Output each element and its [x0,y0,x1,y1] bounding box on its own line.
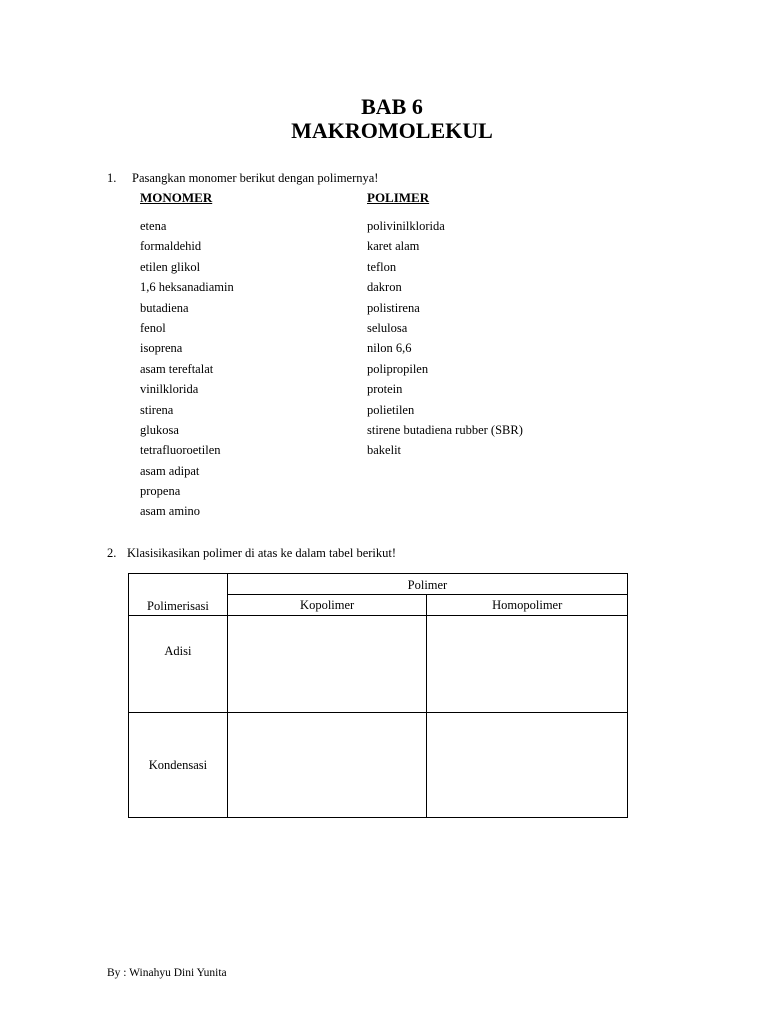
question-1-number: 1. [107,171,117,185]
homopolimer-header-cell [427,595,628,616]
monomer-item: vinilklorida [140,382,199,397]
kondensasi-label: Kondensasi [148,757,208,772]
polimer-item: stirene butadiena rubber (SBR) [367,422,523,437]
question-2-text: Klasisikasikan polimer di atas ke dalam tabel berikut! [127,546,397,560]
kondensasi-homopolimer-cell[interactable] [427,713,628,818]
monomer-item: stirena [140,402,174,417]
polimer-item: karet alam [367,239,420,254]
polimer-item: polistirena [367,300,420,315]
adisi-label: Adisi [164,644,192,658]
question-2-number: 2. [107,546,117,560]
kopolimer-header-cell [227,595,427,616]
monomer-item: asam tereftalat [140,361,214,376]
polimerisasi-header-cell [129,574,228,616]
monomer-item: asam amino [140,504,201,519]
polimer-item: nilon 6,6 [367,341,412,356]
monomer-item: glukosa [140,422,179,437]
monomer-item: isoprena [140,341,183,356]
polimer-item: protein [367,382,403,397]
monomer-item: tetrafluoroetilen [140,443,221,458]
monomer-item: butadiena [140,300,189,315]
topic-title: MAKROMOLEKUL [291,118,493,143]
polimer-item: selulosa [367,320,408,335]
monomer-item: propena [140,484,181,499]
polimer-item: teflon [367,259,397,274]
kondensasi-row-label [129,713,228,818]
author-footer: By : Winahyu Dini Yunita [107,967,227,979]
polimer-header: POLIMER [367,190,430,205]
polimer-item: polietilen [367,402,415,417]
polimer-item: polivinilklorida [367,219,445,233]
polimer-item: polipropilen [367,361,429,376]
polimer-group-header-cell [227,574,627,595]
polimer-group-header: Polimer [407,578,448,592]
kondensasi-kopolimer-cell[interactable] [227,713,427,818]
monomer-item: formaldehid [140,239,202,254]
homopolimer-header: Homopolimer [492,597,563,612]
chapter-title: BAB 6 [361,94,423,119]
monomer-list [140,216,234,522]
monomer-item: etilen glikol [140,259,201,274]
monomer-item: etena [140,219,167,233]
monomer-item: fenol [140,320,166,335]
monomer-item: 1,6 heksanadiamin [140,280,234,295]
classification-table [128,573,628,818]
monomer-header: MONOMER [140,190,213,205]
adisi-row-label [129,616,228,713]
polimer-item: bakelit [367,443,402,458]
monomer-item: asam adipat [140,463,200,478]
polimerisasi-header: Polimerisasi [147,599,209,613]
adisi-homopolimer-cell[interactable] [427,616,628,713]
adisi-kopolimer-cell[interactable] [227,616,427,713]
kopolimer-header: Kopolimer [300,597,355,612]
question-1-text: Pasangkan monomer berikut dengan polimernya! [132,171,379,185]
polimer-list [367,216,523,461]
polimer-item: dakron [367,280,402,295]
